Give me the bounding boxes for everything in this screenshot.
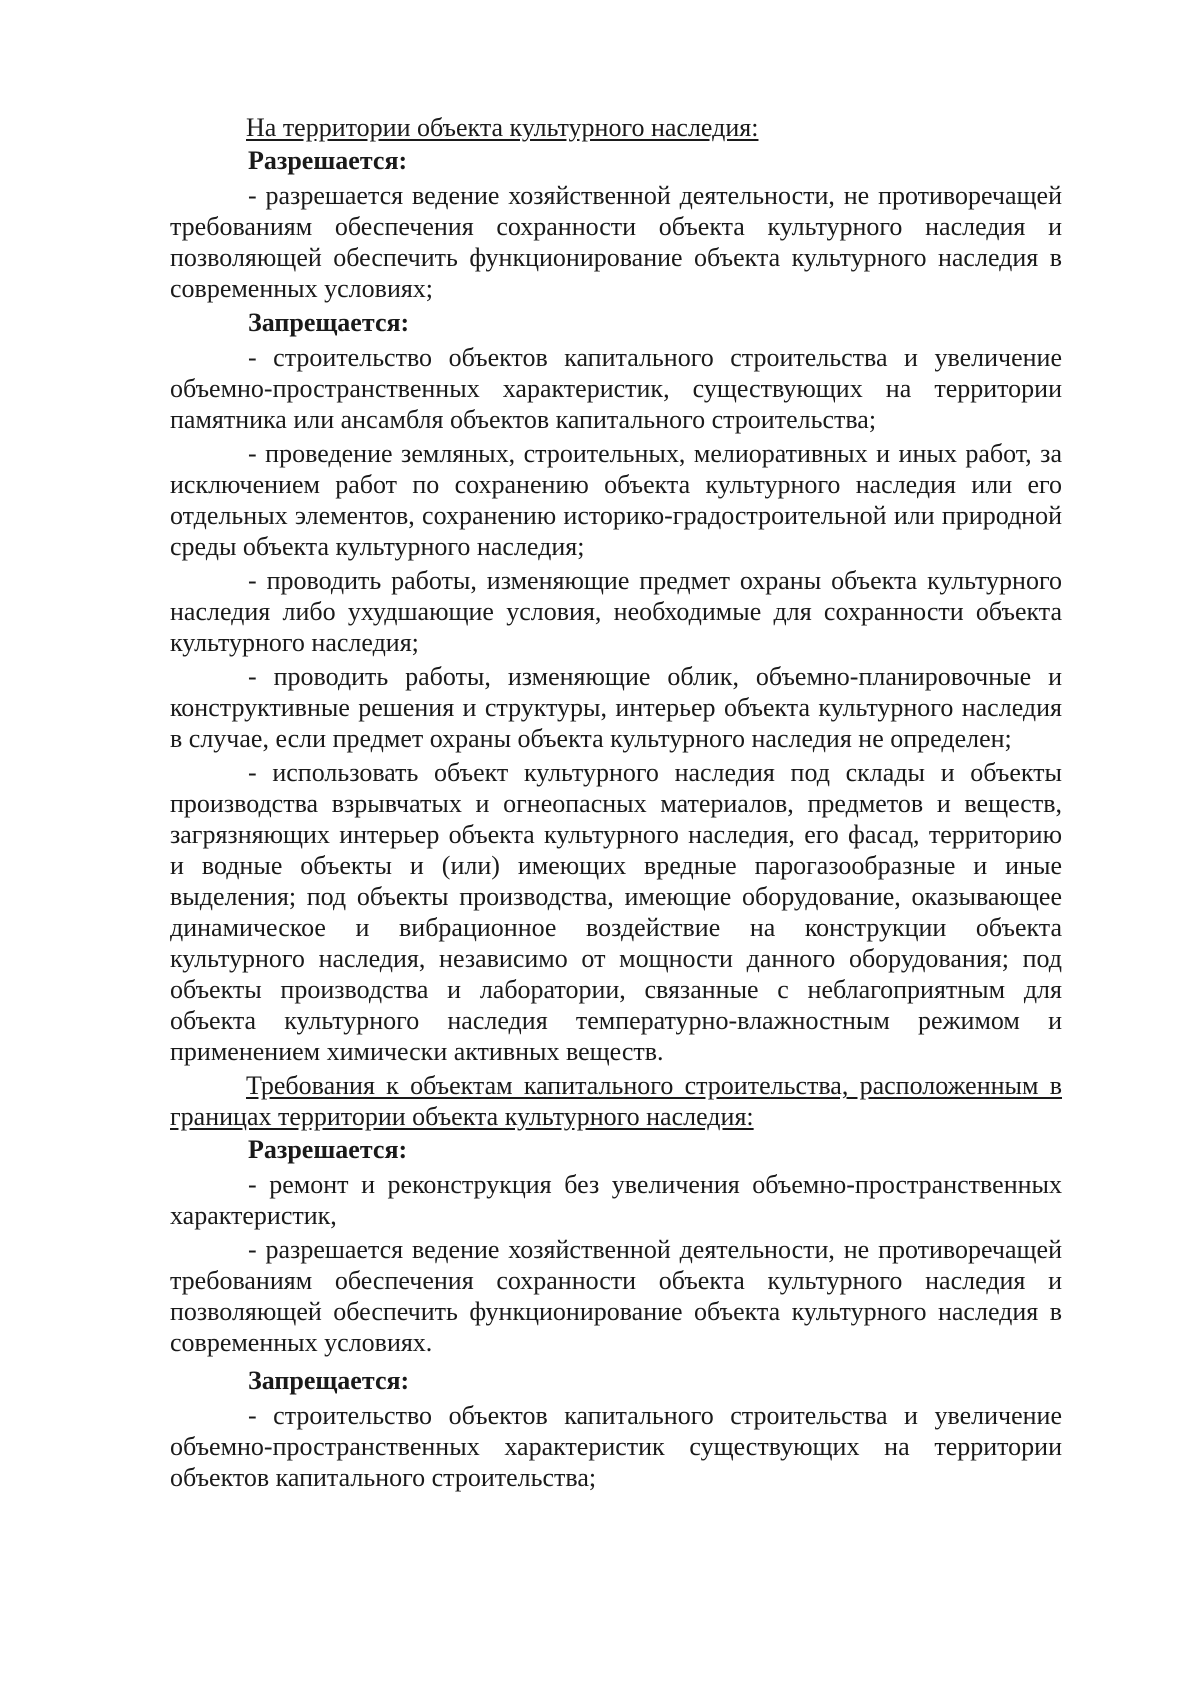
section2-heading: Требования к объектам капитального строительства, расположенным в границах территории объекта культурного наследия:: [170, 1071, 1062, 1131]
section1-forbidden-item: - проводить работы, изменяющие облик, объемно-планировочные и конструктивные решения и структуры, интерьер объекта культурного наследия в случае, если предмет охраны объекта культурного наследия не определен;: [170, 662, 1062, 753]
section1-forbidden-item: - проведение земляных, строительных, мелиоративных и иных работ, за исключением работ по сохранению объекта культурного наследия или его отдельных элементов, сохранению историко-градостроительной или природной среды объекта культурного наследия;: [170, 439, 1062, 561]
section1-heading: На территории объекта культурного наследия:: [246, 113, 759, 142]
section1-forbidden-item: - проводить работы, изменяющие предмет охраны объекта культурного наследия либо ухудшающие условия, необходимые для сохранности объекта культурного наследия;: [170, 566, 1062, 657]
section1-forbidden-item: - строительство объектов капитального строительства и увеличение объемно-пространственных характеристик, существующих на территории памятника или ансамбля объектов капитального строительства;: [170, 343, 1062, 434]
section2-forbidden-label: Запрещается:: [248, 1366, 410, 1395]
section2-allowed-item: - ремонт и реконструкция без увеличения объемно-пространственных характеристик,: [170, 1170, 1062, 1230]
section1-forbidden-item: - использовать объект культурного наследия под склады и объекты производства взрывчатых и огнеопасных материалов, предметов и веществ, загрязняющих интерьер объекта культурного наследия, его фасад, территорию и водные объекты и (или) имеющих вредные парогазообразные и иные выделения; под объекты производства, имеющие оборудование, оказывающее динамическое и вибрационное воздействие на конструкции объекта культурного наследия, независимо от мощности данного оборудования; под объекты производства и лаборатории, связанные с неблагоприятным для объекта культурного наследия температурно-влажностным режимом и применением химически активных веществ.: [170, 758, 1062, 1066]
section1-allowed-label: Разрешается:: [248, 146, 408, 175]
section1-forbidden-label: Запрещается:: [248, 308, 410, 337]
section1-allowed-item: - разрешается ведение хозяйственной деятельности, не противоречащей требованиям обеспечения сохранности объекта культурного наследия и позволяющей обеспечить функционирование объекта культурного наследия в современных условиях;: [170, 181, 1062, 303]
section2-allowed-item: - разрешается ведение хозяйственной деятельности, не противоречащей требованиям обеспечения сохранности объекта культурного наследия и позволяющей обеспечить функционирование объекта культурного наследия в современных условиях.: [170, 1235, 1062, 1357]
section2-allowed-label: Разрешается:: [248, 1135, 408, 1164]
section2-forbidden-item: - строительство объектов капитального строительства и увеличение объемно-пространственных характеристик существующих на территории объектов капитального строительства;: [170, 1401, 1062, 1492]
